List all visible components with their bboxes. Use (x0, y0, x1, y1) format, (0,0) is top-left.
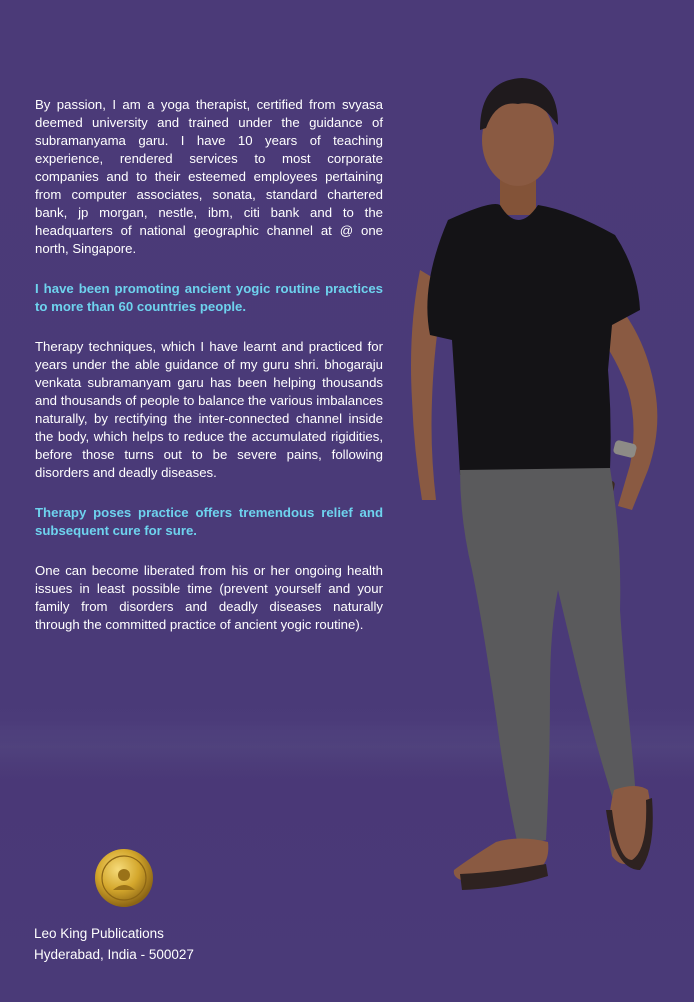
highlight-relief: Therapy poses practice offers tremendous relief and subsequent cure for sure. (35, 505, 383, 538)
highlight-countries: I have been promoting ancient yogic routine practices to more than 60 countries people. (35, 281, 383, 314)
publisher-name: Leo King Publications (34, 926, 164, 941)
gold-coin-seal-icon (94, 848, 154, 908)
publisher-address: Hyderabad, India - 500027 (34, 947, 194, 962)
body-text-column (35, 96, 383, 656)
paragraph-therapy: Therapy techniques, which I have learnt and practiced for years under the able guidance of my guru shri. bhogaraju venkata subramanyam garu has been helping thousands and thousands of people to balance the various imbalances naturally, by rectifying the inter-connected channel inside the body, which helps to reduce the accumulated rigidities, before those turns out to be severe pains, following disorders and deadly diseases. (35, 339, 383, 480)
publisher-block (34, 923, 194, 965)
paragraph-liberation: One can become liberated from his or her ongoing health issues in least possible time (prevent yourself and your family from disorders and deadly diseases naturally through the committed practice of ancient yogic routine). (35, 563, 383, 632)
paragraph-intro: By passion, I am a yoga therapist, certified from svyasa deemed university and trained under the guidance of subramanyama garu. I have 10 years of teaching experience, rendered services to most corporate companies and to their esteemed employees pertaining from computer associates, sonata, standard chartered bank, jp morgan, nestle, ibm, citi bank and to the headquarters of national geographic channel at @ one north, Singapore. (35, 97, 383, 256)
man-walking-photo (400, 70, 680, 900)
